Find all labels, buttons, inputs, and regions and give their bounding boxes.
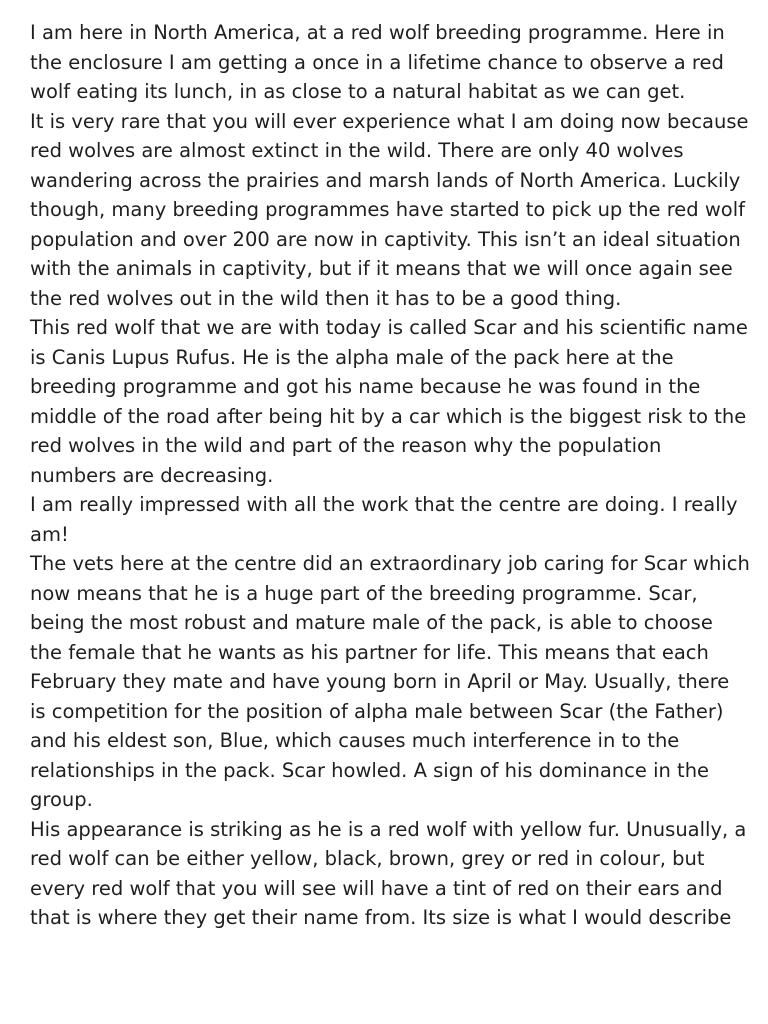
paragraph-rarity: It is very rare that you will ever experience what I am doing now because red wolves are almost extinct in the wild. There are only 40 wolves wandering across the prairies and marsh lands of North America. Luckily though, many breeding programmes have started to pick up the red wolf population and over 200 are now in captivity. This isn’t an ideal situation with the animals in captivity, but if it means that we will once again see the red wolves out in the wild then it has to be a good thing. [30, 109, 749, 310]
document-body [30, 18, 750, 933]
paragraph-appearance: His appearance is striking as he is a red wolf with yellow fur. Unusually, a red wolf can be either yellow, black, brown, grey or red in colour, but every red wolf that you will see will have a tint of red on their ears and that is where they get their name from. Its size is what I would describe [30, 817, 747, 929]
paragraph-intro: I am here in North America, at a red wolf breeding programme. Here in the enclosure I am getting a once in a lifetime chance to observe a red wolf eating its lunch, in as close to a natural habitat as we can get. [30, 21, 725, 103]
paragraph-breeding: The vets here at the centre did an extraordinary job caring for Scar which now means that he is a huge part of the breeding programme. Scar, being the most robust and mature male of the pack, is able to choose the female that he wants as his partner for life. This means that each February they mate and have young born in April or May. Usually, there is competition for the position of alpha male between Scar (the Father) and his eldest son, Blue, which causes much interference in to the relationships in the pack. Scar howled. A sign of his dominance in the group. [30, 552, 750, 811]
paragraph-scar-intro: This red wolf that we are with today is called Scar and his scientific name is Canis Lupus Rufus. He is the alpha male of the pack here at the breeding programme and got his name because he was found in the middle of the road after being hit by a car which is the biggest risk to the red wolves in the wild and part of the reason why the population numbers are decreasing. [30, 316, 748, 487]
paragraph-impressed: I am really impressed with all the work that the centre are doing. I really am! [30, 493, 738, 546]
